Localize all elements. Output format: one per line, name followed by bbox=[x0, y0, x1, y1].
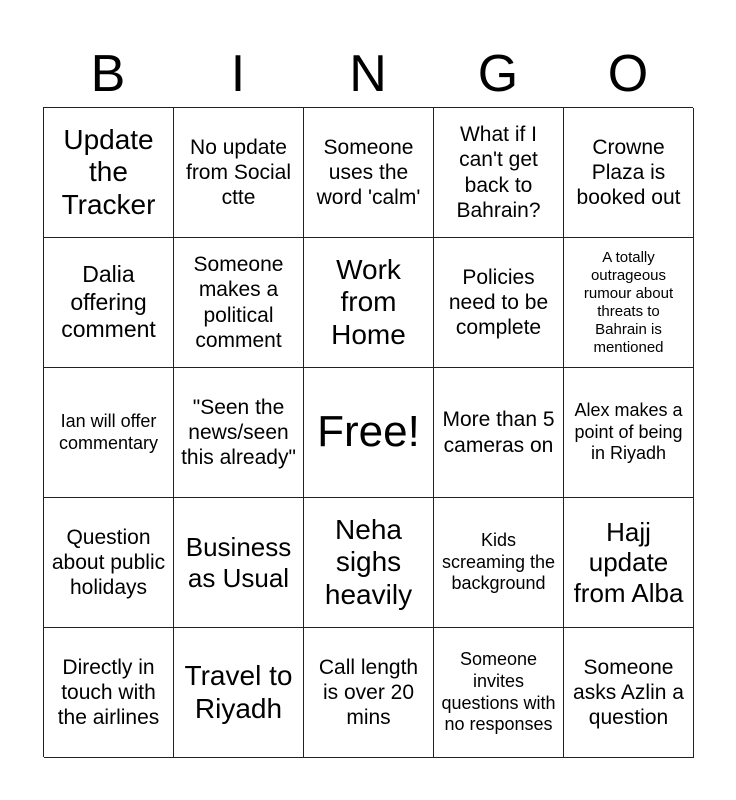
bingo-cell-r4c3[interactable]: Neha sighs heavily bbox=[304, 498, 434, 628]
bingo-card-grid bbox=[43, 107, 693, 757]
header-letter-o: O bbox=[607, 45, 649, 103]
bingo-cell-r3c5[interactable]: Alex makes a point of being in Riyadh bbox=[564, 368, 694, 498]
bingo-cell-r5c4[interactable]: Someone invites questions with no responses bbox=[434, 628, 564, 758]
bingo-cell-r2c5[interactable]: A totally outrageous rumour about threats to Bahrain is mentioned bbox=[564, 238, 694, 368]
bingo-cell-r1c2[interactable]: No update from Social ctte bbox=[174, 108, 304, 238]
bingo-cell-r2c1[interactable]: Dalia offering comment bbox=[44, 238, 174, 368]
bingo-cell-r5c1[interactable]: Directly in touch with the airlines bbox=[44, 628, 174, 758]
header-letter-i: I bbox=[230, 45, 246, 103]
bingo-cell-r4c4[interactable]: Kids screaming the background bbox=[434, 498, 564, 628]
bingo-cell-r5c5[interactable]: Someone asks Azlin a question bbox=[564, 628, 694, 758]
bingo-cell-r3c2[interactable]: "Seen the news/seen this already" bbox=[174, 368, 304, 498]
bingo-cell-r2c3[interactable]: Work from Home bbox=[304, 238, 434, 368]
bingo-cell-r2c2[interactable]: Someone makes a political comment bbox=[174, 238, 304, 368]
bingo-cell-r4c1[interactable]: Question about public holidays bbox=[44, 498, 174, 628]
bingo-header bbox=[43, 40, 693, 108]
header-letter-g: G bbox=[477, 45, 519, 103]
bingo-cell-r4c2[interactable]: Business as Usual bbox=[174, 498, 304, 628]
bingo-cell-r3c4[interactable]: More than 5 cameras on bbox=[434, 368, 564, 498]
bingo-cell-r5c3[interactable]: Call length is over 20 mins bbox=[304, 628, 434, 758]
bingo-cell-r2c4[interactable]: Policies need to be complete bbox=[434, 238, 564, 368]
bingo-cell-r4c5[interactable]: Hajj update from Alba bbox=[564, 498, 694, 628]
bingo-cell-r1c1[interactable]: Update the Tracker bbox=[44, 108, 174, 238]
bingo-cell-r3c1[interactable]: Ian will offer commentary bbox=[44, 368, 174, 498]
bingo-cell-r1c4[interactable]: What if I can't get back to Bahrain? bbox=[434, 108, 564, 238]
header-letter-b: B bbox=[90, 45, 126, 103]
header-letter-n: N bbox=[349, 45, 387, 103]
bingo-free-space[interactable]: Free! bbox=[304, 368, 434, 498]
bingo-cell-r1c3[interactable]: Someone uses the word 'calm' bbox=[304, 108, 434, 238]
bingo-cell-r5c2[interactable]: Travel to Riyadh bbox=[174, 628, 304, 758]
bingo-cell-r1c5[interactable]: Crowne Plaza is booked out bbox=[564, 108, 694, 238]
